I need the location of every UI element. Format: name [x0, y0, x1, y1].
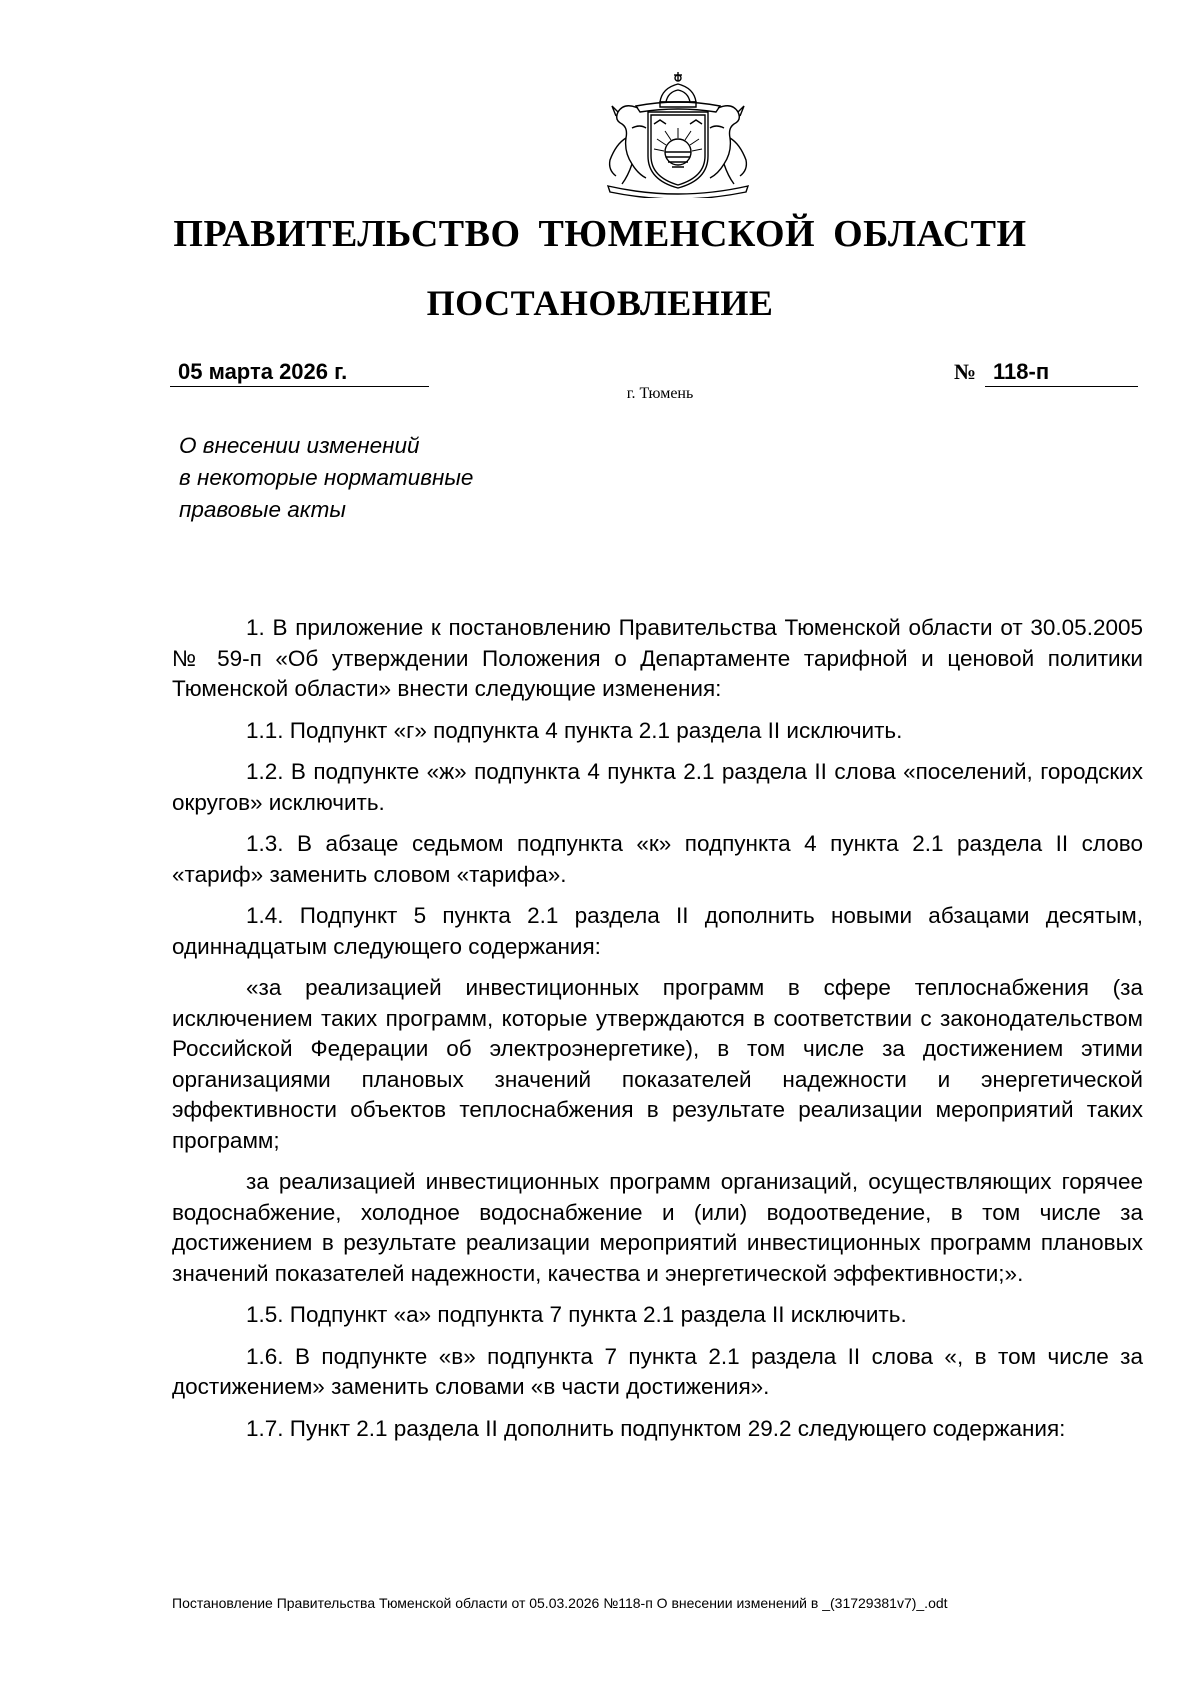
body-paragraph: 1.2. В подпункте «ж» подпункта 4 пункта 2.1 раздела II слова «поселений, городских округов» исключить.	[172, 759, 1143, 815]
document-number: 118-п	[985, 359, 1138, 387]
number-label: №	[954, 359, 977, 384]
document-subject	[179, 430, 599, 526]
subject-line: О внесении изменений	[179, 433, 420, 458]
body-paragraph: 1. В приложение к постановлению Правительства Тюменской области от 30.05.2005 № 59-п «Об утверждении Положения о Департаменте тарифной и ценовой политики Тюменской области» внести следующие изменения:	[172, 615, 1143, 701]
subject-line: правовые акты	[179, 497, 346, 522]
shield-icon	[648, 112, 708, 188]
subject-line: в некоторые нормативные	[179, 465, 474, 490]
body-paragraph: за реализацией инвестиционных программ организаций, осуществляющих горячее водоснабжение, холодное водоснабжение и (или) водоотведение, в том числе за достижением в результате реализации мероприятий инвестиционных программ плановых значений показателей надежности, качества и энергетической эффективности;».	[172, 1169, 1143, 1286]
right-fox-icon	[710, 106, 746, 184]
body-paragraph: 1.1. Подпункт «г» подпункта 4 пункта 2.1 раздела II исключить.	[246, 717, 903, 743]
document-body	[172, 613, 1143, 1455]
coat-of-arms-icon	[588, 68, 768, 198]
body-paragraph: 1.4. Подпункт 5 пункта 2.1 раздела II дополнить новыми абзацами десятым, одиннадцатым следующего содержания:	[172, 903, 1143, 959]
page-footer: Постановление Правительства Тюменской области от 05.03.2026 №118-п О внесении изменений в _(31729381v7)_.odt	[172, 1595, 948, 1611]
body-paragraph: «за реализацией инвестиционных программ в сфере теплоснабжения (за исключением таких программ, которые утверждаются в соответствии с законодательством Российской Федерации об электроэнергетике), в том числе за достижением этими организациями плановых значений показателей надежности и энергетической эффективности объектов теплоснабжения в результате реализации мероприятий таких программ;	[172, 975, 1143, 1153]
left-fox-icon	[610, 106, 646, 184]
body-paragraph: 1.7. Пункт 2.1 раздела II дополнить подпунктом 29.2 следующего содержания:	[246, 1415, 1066, 1441]
body-paragraph: 1.6. В подпункте «в» подпункта 7 пункта 2.1 раздела II слова «, в том числе за достижением» заменить словами «в части достижения».	[172, 1343, 1143, 1399]
document-type-title: ПОСТАНОВЛЕНИЕ	[426, 283, 774, 323]
body-paragraph: 1.3. В абзаце седьмом подпункта «к» подпункта 4 пункта 2.1 раздела II слово «тариф» заменить словом «тарифа».	[172, 831, 1143, 887]
document-date: 05 марта 2026 г.	[170, 359, 429, 387]
government-title: ПРАВИТЕЛЬСТВО ТЮМЕНСКОЙ ОБЛАСТИ	[173, 213, 1027, 255]
body-paragraph: 1.5. Подпункт «а» подпункта 7 пункта 2.1 раздела II исключить.	[246, 1302, 907, 1327]
city-label: г. Тюмень	[626, 385, 694, 402]
